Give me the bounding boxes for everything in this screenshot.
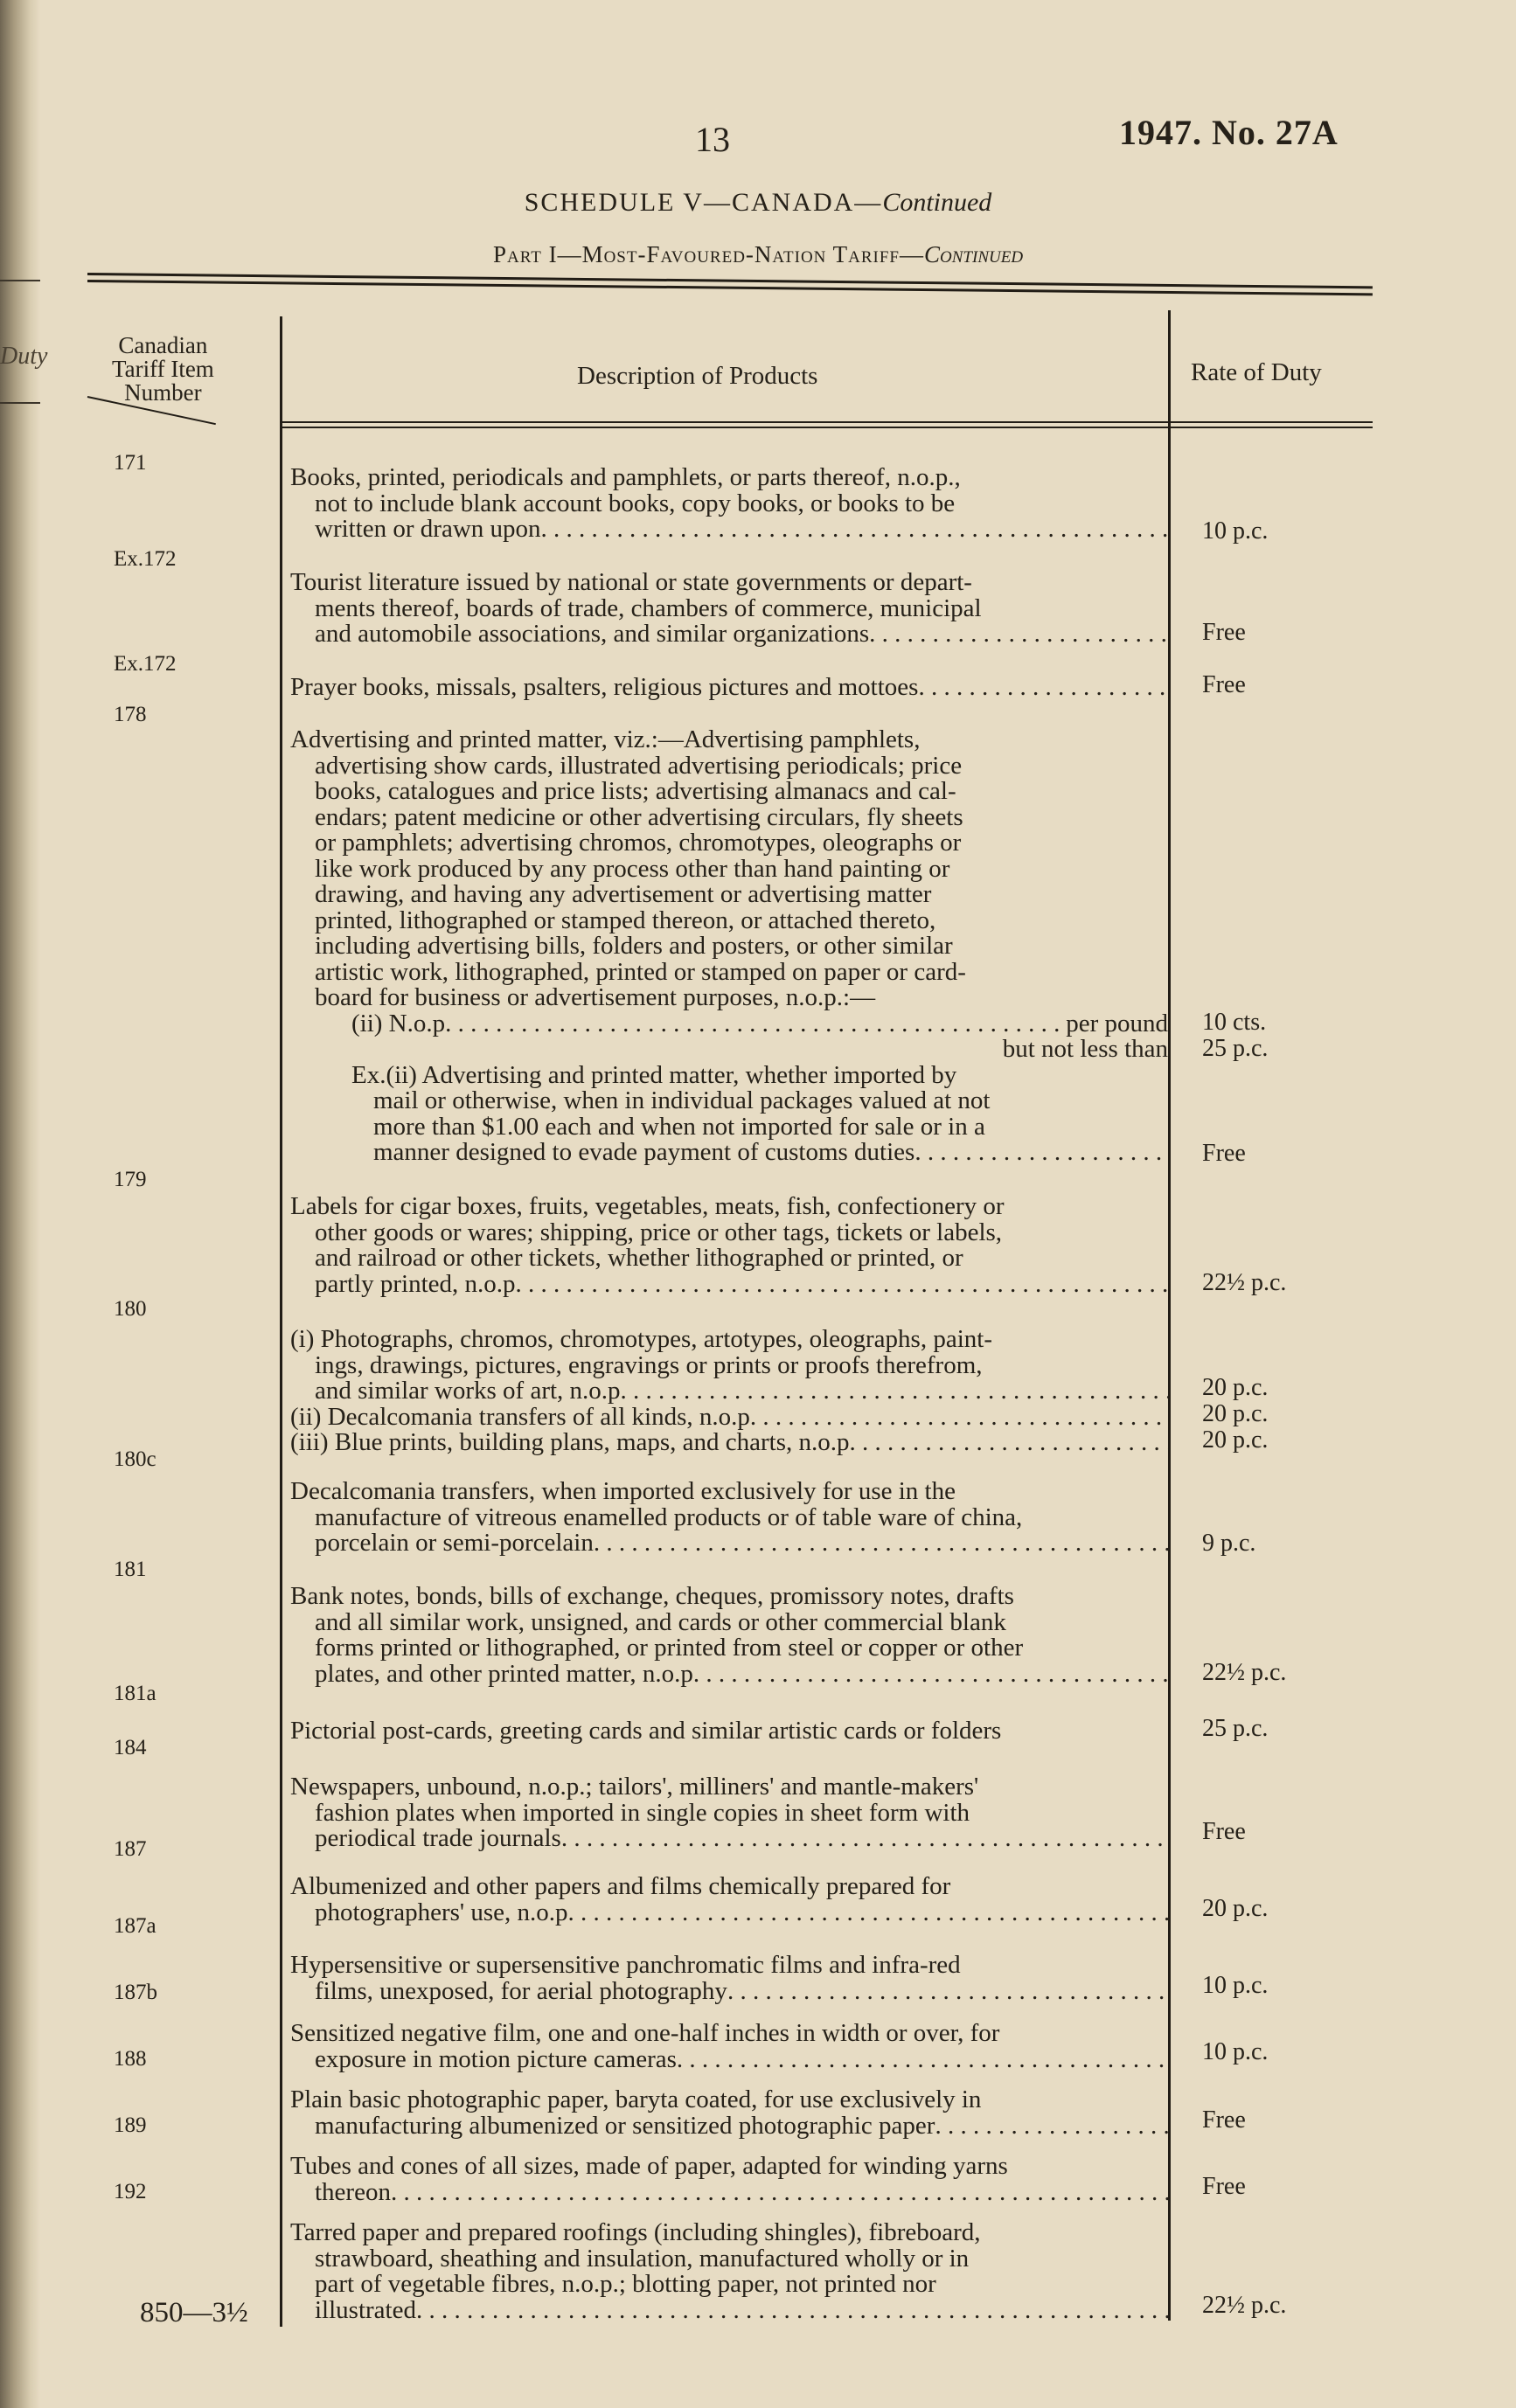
description-line: and all similar work, unsigned, and cards or other commercial blank (315, 1609, 1006, 1635)
rate-of-duty: 10 p.c. (1202, 1972, 1269, 1999)
product-description (290, 570, 1168, 648)
product-description (290, 465, 1168, 543)
leader-dots (727, 1979, 1168, 2005)
leader-dots (935, 2113, 1168, 2140)
header-bottom-rule (280, 427, 1373, 428)
description-line (290, 1979, 1168, 2005)
tariff-item-number: 179 (114, 1168, 147, 1191)
left-margin-rule (0, 402, 40, 404)
leader-dots (568, 1900, 1168, 1926)
product-description (290, 1718, 1168, 1745)
line-text: (iii) Blue prints, building plans, maps, and charts, n.o.p (290, 1430, 850, 1456)
line-text: and automobile associations, and similar organizations (315, 621, 870, 648)
description-line: Newspapers, unbound, n.o.p.; tailors', milliners' and mantle-makers' (290, 1774, 979, 1801)
description-line (290, 1430, 1168, 1456)
product-description (290, 2021, 1168, 2072)
description-line (290, 1378, 1168, 1405)
description-line: part of vegetable fibres, n.o.p.; blotting paper, not printed nor (315, 2272, 936, 2298)
leader-dots (850, 1430, 1168, 1456)
tariff-item-number: 189 (114, 2113, 147, 2137)
description-line (290, 2113, 1168, 2140)
rate-of-duty: 10 p.c. (1202, 2038, 1269, 2065)
tariff-item-number: 192 (114, 2180, 147, 2203)
tariff-head-line: Canadian (118, 332, 208, 358)
tariff-item-number: Ex.172 (114, 652, 177, 676)
rate-of-duty: 20 p.c. (1202, 1374, 1269, 1401)
description-line: Bank notes, bonds, bills of exchange, cheques, promissory notes, drafts (290, 1584, 1014, 1610)
rate-of-duty: Free (1202, 1140, 1246, 1167)
tariff-item-number: Ex.172 (114, 547, 177, 571)
description-line: Albumenized and other papers and films chemically prepared for (290, 1874, 951, 1900)
line-text: exposure in motion picture cameras (315, 2046, 677, 2072)
description-line (290, 1140, 1168, 1166)
product-description (290, 1327, 1168, 1456)
product-description (290, 1194, 1168, 1297)
product-description (290, 2220, 1168, 2323)
column-divider-right (1168, 310, 1171, 2321)
rate-of-duty: 22½ p.c. (1202, 1269, 1287, 1296)
printer-signature-mark: 850—3½ (140, 2297, 248, 2328)
description-line: other goods or wares; shipping, price or other tags, tickets or labels, (315, 1219, 1003, 1246)
schedule-title-continued: Continued (882, 188, 992, 217)
description-line (290, 1272, 1168, 1298)
description-line: board for business or advertisement purposes, n.o.p.:— (315, 985, 876, 1011)
leader-dots (416, 2298, 1168, 2324)
description-line: and railroad or other tickets, whether lithographed or printed, or (315, 1246, 963, 1272)
tariff-item-number: 187 (114, 1837, 147, 1861)
line-text: periodical trade journals (315, 1826, 561, 1852)
tariff-item-number: 187b (114, 1981, 157, 2004)
leader-dots (594, 1530, 1168, 1557)
description-line: like work produced by any process other than hand painting or (315, 856, 950, 882)
description-line (290, 2047, 1168, 2073)
description-line: ings, drawings, pictures, engravings or prints or proofs therefrom, (315, 1352, 983, 1378)
description-line: but not less than (1002, 1037, 1168, 1063)
description-line: printed, lithographed or stamped thereon, or attached thereto, (315, 907, 936, 933)
tariff-item-number: 184 (114, 1736, 147, 1759)
rate-of-duty: 10 cts. (1202, 1009, 1267, 1036)
description-column-header: Description of Products (577, 362, 818, 390)
description-line (290, 1900, 1168, 1926)
description-line: books, catalogues and price lists; advertising almanacs and cal- (315, 779, 956, 805)
description-line (290, 2180, 1168, 2206)
statute-reference: 1947. No. 27A (1119, 113, 1339, 152)
line-text: (ii) N.o.p (351, 1010, 446, 1037)
tariff-item-number: 180c (114, 1447, 156, 1471)
description-line: Tarred paper and prepared roofings (including shingles), fibreboard, (290, 2220, 981, 2246)
rate-of-duty: 9 p.c. (1202, 1530, 1256, 1557)
description-line: more than $1.00 each and when not imported for sale or in a (373, 1114, 985, 1140)
description-line: Hypersensitive or supersensitive panchromatic films and infra-red (290, 1953, 961, 1979)
leader-dots (621, 1378, 1168, 1405)
part-title-text: Part I—Most-Favoured-Nation Tariff— (492, 241, 925, 267)
description-line: ments thereof, boards of trade, chambers of commerce, municipal (315, 595, 982, 621)
description-line: Pictorial post-cards, greeting cards and similar artistic cards or folders (290, 1718, 1002, 1745)
product-description (290, 1953, 1168, 2004)
product-description (290, 2087, 1168, 2139)
leader-dots (677, 2047, 1168, 2073)
line-text: films, unexposed, for aerial photography (315, 1978, 727, 2004)
rate-of-duty: Free (1202, 619, 1246, 646)
description-line: Tourist literature issued by national or state governments or depart- (290, 570, 972, 596)
description-line: fashion plates when imported in single copies in sheet form with (315, 1800, 970, 1826)
tariff-item-number: 181 (114, 1558, 147, 1581)
product-description (290, 727, 1168, 1166)
rate-of-duty: Free (1202, 2173, 1246, 2200)
description-line: Sensitized negative film, one and one-half inches in width or over, for (290, 2021, 1000, 2047)
line-end-text: per pound (1066, 1010, 1168, 1037)
description-line (290, 1662, 1168, 1688)
rate-of-duty: Free (1202, 2106, 1246, 2134)
product-description (290, 1774, 1168, 1852)
description-line: forms printed or lithographed, or printed from steel or copper or other (315, 1635, 1024, 1662)
left-margin-fragment: Duty (0, 343, 48, 370)
description-line: not to include blank account books, copy books, or books to be (315, 490, 956, 517)
header-bottom-rule (280, 421, 1373, 423)
leader-dots (445, 1011, 1066, 1037)
description-line: drawing, and having any advertisement or advertising matter (315, 882, 932, 908)
product-description (290, 2154, 1168, 2205)
line-text: (ii) Decalcomania transfers of all kinds, n.o.p (290, 1404, 750, 1430)
tariff-item-column-header (112, 334, 214, 405)
description-line: artistic work, lithographed, printed or stamped on paper or card- (315, 959, 966, 985)
description-line (290, 2298, 1168, 2324)
tariff-item-number: 188 (114, 2047, 147, 2071)
description-line: including advertising bills, folders and posters, or other similar (315, 933, 953, 960)
description-line (290, 1011, 1168, 1037)
rate-of-duty: 20 p.c. (1202, 1895, 1269, 1922)
line-text: porcelain or semi-porcelain (315, 1530, 594, 1557)
column-divider-left (280, 316, 282, 2327)
rate-of-duty: 22½ p.c. (1202, 2292, 1287, 2319)
tariff-item-number: 187a (114, 1914, 156, 1938)
product-description (290, 675, 1168, 701)
description-line: advertising show cards, illustrated advertising periodicals; price (315, 753, 963, 779)
leader-dots (516, 1272, 1168, 1298)
line-text: plates, and other printed matter, n.o.p (315, 1661, 693, 1687)
line-text: manner designed to evade payment of customs duties (373, 1140, 915, 1166)
leader-dots (869, 621, 1168, 648)
tariff-item-number: 171 (114, 451, 147, 475)
leader-dots (918, 675, 1168, 701)
rate-of-duty: 20 p.c. (1202, 1426, 1269, 1454)
tariff-item-number: 181a (114, 1682, 156, 1705)
table-top-rule (87, 280, 1373, 295)
description-line: Labels for cigar boxes, fruits, vegetables, meats, fish, confectionery or (290, 1194, 1005, 1220)
description-line: Tubes and cones of all sizes, made of paper, adapted for winding yarns (290, 2154, 1008, 2180)
rate-column-header: Rate of Duty (1191, 358, 1322, 386)
rate-of-duty: 22½ p.c. (1202, 1659, 1287, 1686)
line-text: manufacturing albumenized or sensitized photographic paper (315, 2113, 935, 2139)
description-line (290, 517, 1168, 543)
page-number: 13 (695, 120, 730, 159)
description-line: manufacture of vitreous enamelled products or of table ware of china, (315, 1504, 1023, 1530)
description-line: Books, printed, periodicals and pamphlets, or parts thereof, n.o.p., (290, 465, 961, 491)
description-line: Decalcomania transfers, when imported exclusively for use in the (290, 1479, 956, 1505)
tariff-head-line: Tariff Item (112, 356, 214, 382)
description-line (290, 621, 1168, 648)
description-line: mail or otherwise, when in individual packages valued at not (373, 1088, 991, 1114)
leader-dots (914, 1140, 1168, 1166)
rate-of-duty: Free (1202, 1818, 1246, 1845)
schedule-title-text: SCHEDULE V—CANADA— (524, 188, 883, 217)
part-title-continued: Continued (924, 241, 1024, 267)
leader-dots (541, 517, 1168, 543)
description-line (290, 1826, 1168, 1852)
line-text: thereon (315, 2179, 391, 2205)
line-text: and similar works of art, n.o.p (315, 1378, 621, 1405)
description-line: Ex.(ii) Advertising and printed matter, whether imported by (351, 1062, 957, 1088)
leader-dots (693, 1662, 1168, 1688)
rate-of-duty: 25 p.c. (1202, 1035, 1269, 1062)
tariff-item-number: 180 (114, 1297, 147, 1321)
line-text: photographers' use, n.o.p (315, 1899, 568, 1926)
tariff-item-number: 178 (114, 703, 147, 726)
line-text: illustrated (315, 2297, 416, 2323)
description-line: endars; patent medicine or other advertising circulars, fly sheets (315, 804, 963, 830)
description-line: or pamphlets; advertising chromos, chromotypes, oleographs or (315, 830, 962, 857)
leader-dots (750, 1405, 1168, 1431)
product-description (290, 1874, 1168, 1926)
leader-dots (391, 2180, 1168, 2206)
line-text: written or drawn upon (315, 517, 541, 543)
description-line (290, 675, 1168, 701)
left-margin-rule (0, 280, 40, 281)
rate-of-duty: Free (1202, 671, 1246, 698)
rate-of-duty: 20 p.c. (1202, 1400, 1269, 1427)
tariff-head-line: Number (124, 379, 202, 406)
line-text: Prayer books, missals, psalters, religious pictures and mottoes (290, 675, 919, 701)
description-line: strawboard, sheathing and insulation, manufactured wholly or in (315, 2245, 970, 2272)
description-line: (i) Photographs, chromos, chromotypes, artotypes, oleographs, paint- (290, 1327, 992, 1353)
product-description (290, 1479, 1168, 1557)
part-title (0, 241, 1516, 268)
product-description (290, 1584, 1168, 1687)
description-line (290, 1405, 1168, 1431)
line-text: partly printed, n.o.p (315, 1271, 516, 1297)
schedule-title (0, 188, 1516, 218)
description-line (290, 1530, 1168, 1557)
rate-of-duty: 10 p.c. (1202, 517, 1269, 545)
description-line: Advertising and printed matter, viz.:—Advertising pamphlets, (290, 727, 921, 753)
rate-of-duty: 25 p.c. (1202, 1715, 1269, 1742)
description-line: Plain basic photographic paper, baryta coated, for use exclusively in (290, 2087, 982, 2113)
leader-dots (561, 1826, 1168, 1852)
